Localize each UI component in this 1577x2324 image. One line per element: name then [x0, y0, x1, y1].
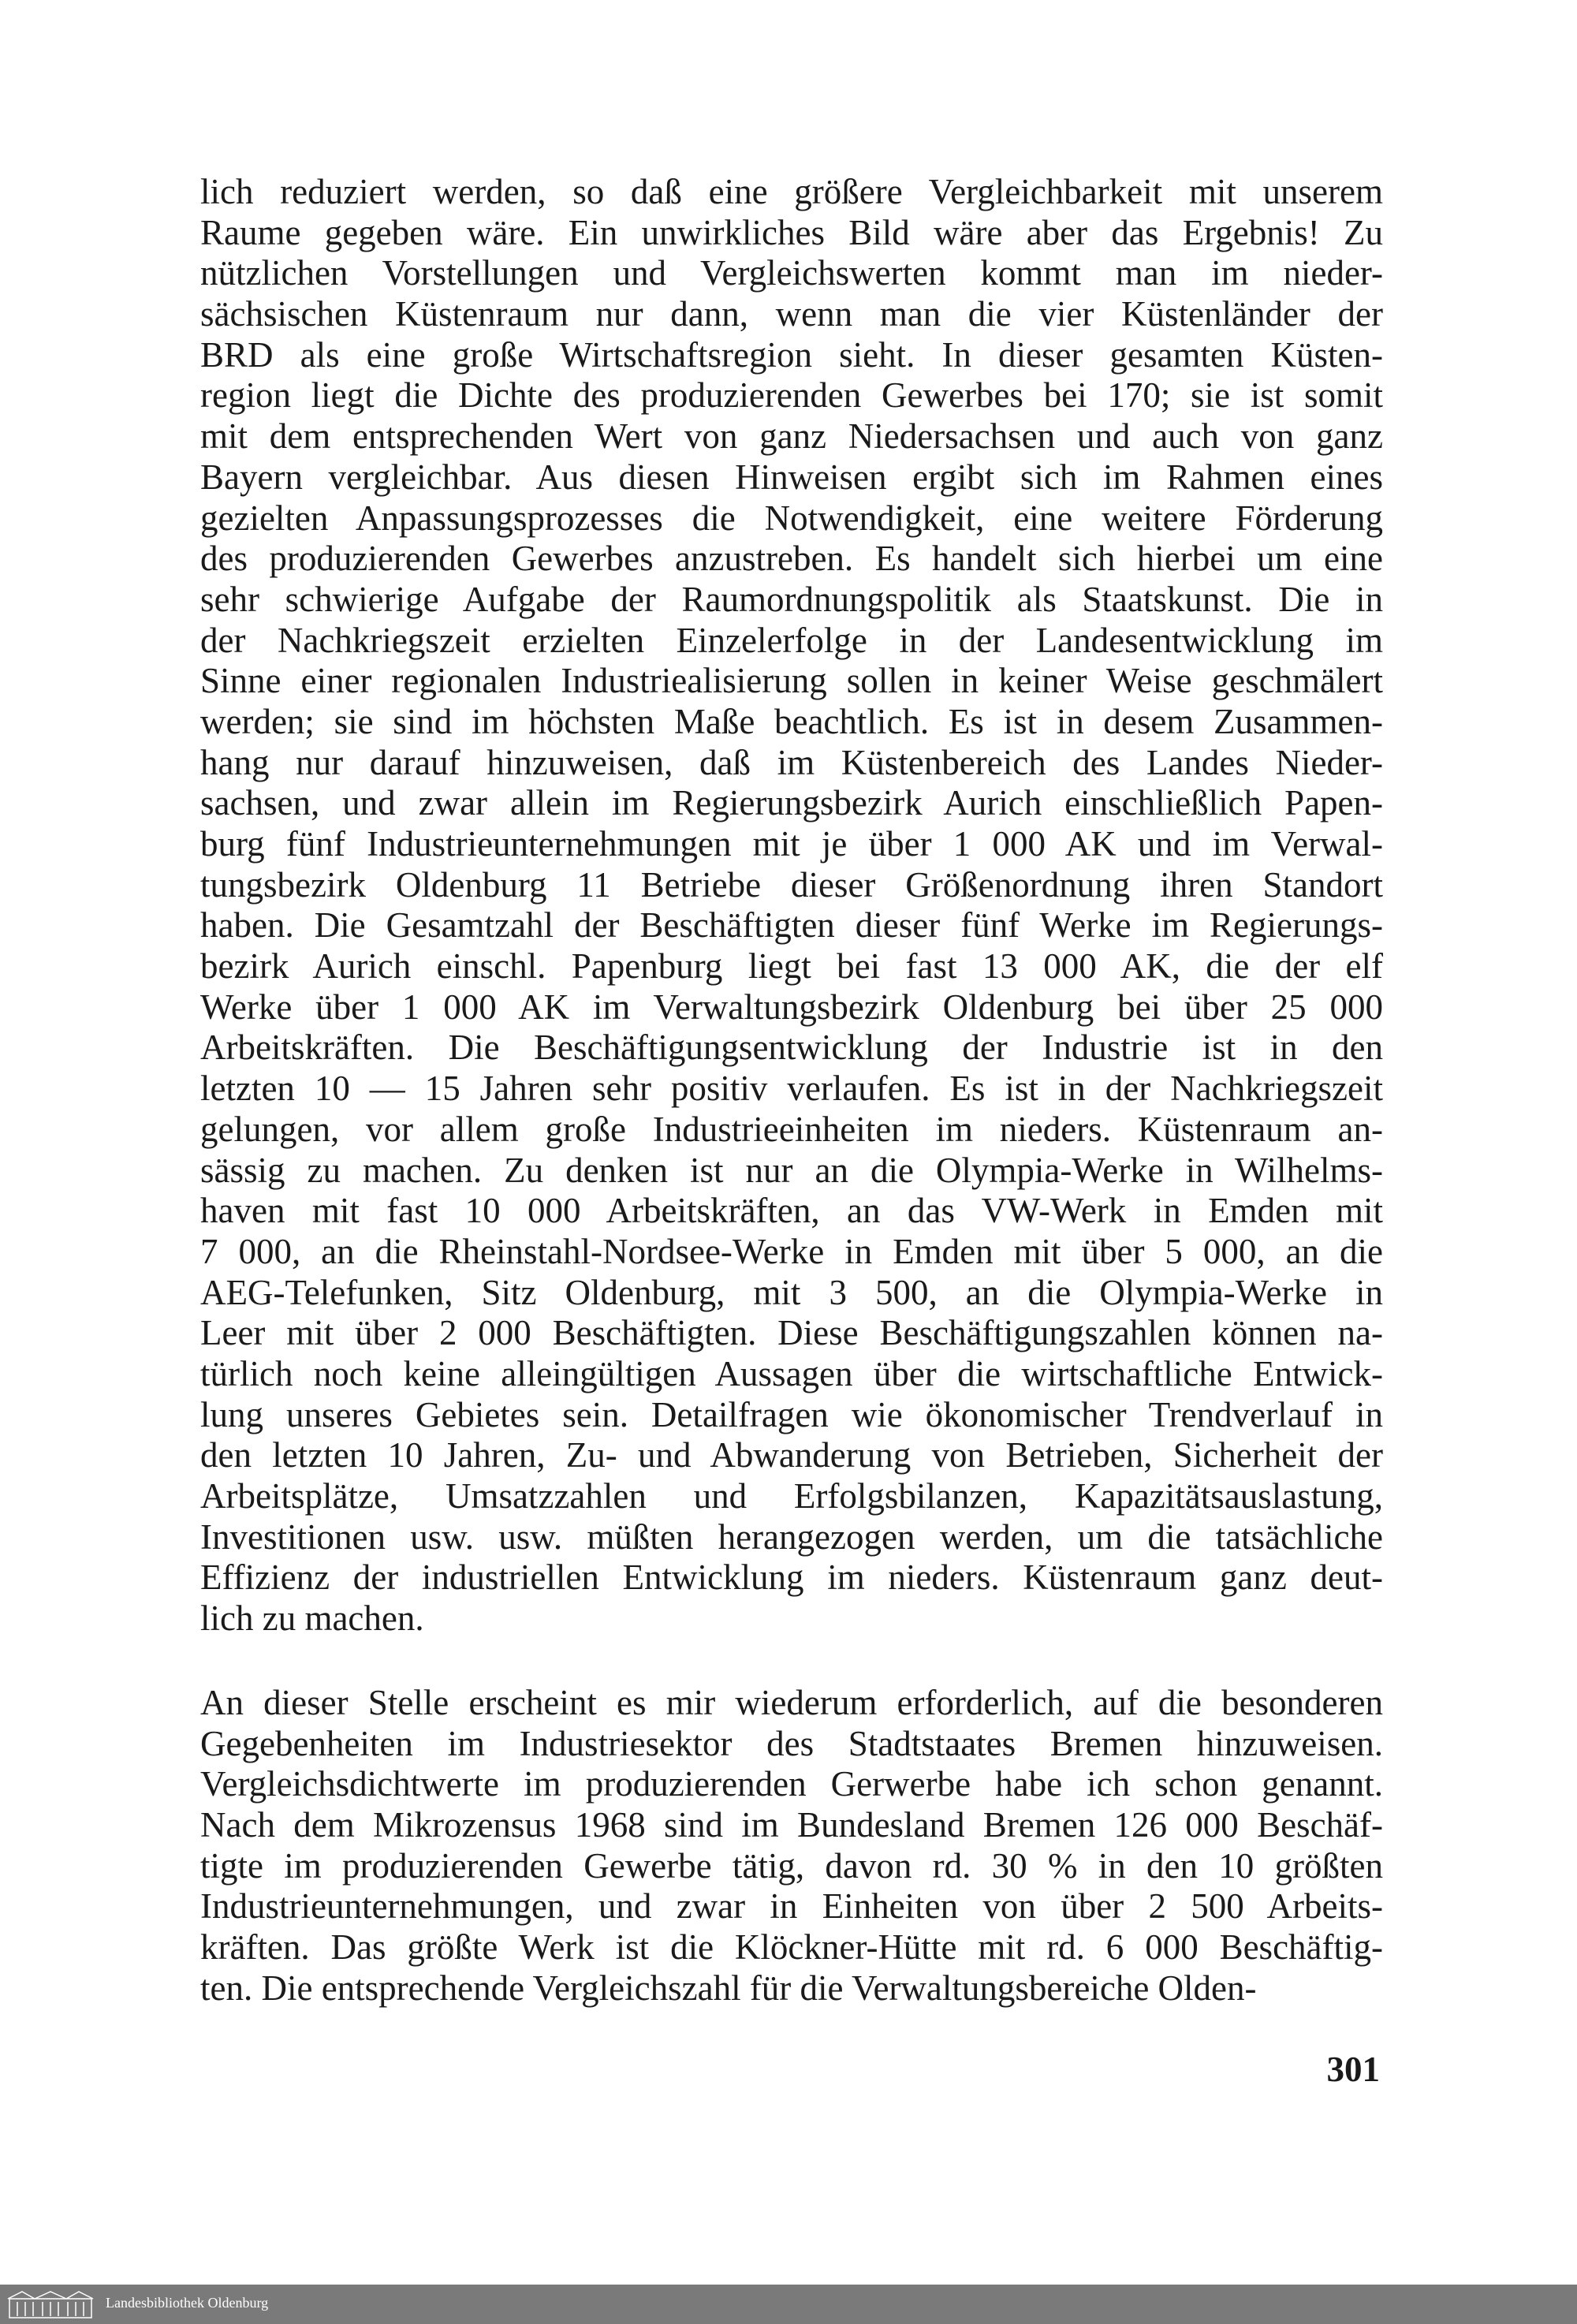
text-line: sachsen, und zwar allein im Regierungsbezirk Aurich einschließlich Papen- [200, 783, 1383, 823]
text-line: gezielten Anpassungsprozesses die Notwendigkeit, eine weitere Förderung [200, 498, 1383, 538]
text-line: gelungen, vor allem große Industrieeinheiten im nieders. Küstenraum an- [200, 1109, 1383, 1149]
text-line: Arbeitsplätze, Umsatzzahlen und Erfolgsbilanzen, Kapazitätsauslastung, [200, 1476, 1383, 1516]
text-line: sächsischen Küstenraum nur dann, wenn man die vier Küstenländer der [200, 294, 1383, 334]
text-line: den letzten 10 Jahren, Zu- und Abwanderung von Betrieben, Sicherheit der [200, 1435, 1383, 1475]
page-number: 301 [1326, 2050, 1380, 2089]
library-building-icon [6, 2289, 95, 2319]
text-line: haben. Die Gesamtzahl der Beschäftigten dieser fünf Werke im Regierungs- [200, 905, 1383, 946]
footer-bar [0, 2285, 1577, 2324]
text-line: werden; sie sind im höchsten Maße beachtlich. Es ist in desem Zusammen- [200, 701, 1383, 741]
text-line: Gegebenheiten im Industriesektor des Stadtstaates Bremen hinzuweisen. [200, 1723, 1383, 1763]
text-line: burg fünf Industrieunternehmungen mit je über 1 000 AK und im Verwal- [200, 824, 1383, 864]
text-line: lich reduziert werden, so daß eine größere Vergleichbarkeit mit unserem [200, 172, 1383, 211]
text-line: haven mit fast 10 000 Arbeitskräften, an das VW-Werk in Emden mit [200, 1191, 1383, 1231]
text-line: Investitionen usw. usw. müßten herangezogen werden, um die tatsächliche [200, 1516, 1383, 1557]
text-line: der Nachkriegszeit erzielten Einzelerfolge in der Landesentwicklung im [200, 620, 1383, 660]
text-line: Nach dem Mikrozensus 1968 sind im Bundesland Bremen 126 000 Beschäf- [200, 1805, 1383, 1845]
text-line: mit dem entsprechenden Wert von ganz Niedersachsen und auch von ganz [200, 416, 1383, 457]
text-line: sässig zu machen. Zu denken ist nur an die Olympia-Werke in Wilhelms- [200, 1150, 1383, 1190]
text-line: BRD als eine große Wirtschaftsregion sieht. In dieser gesamten Küsten- [200, 334, 1383, 375]
text-line: Industrieunternehmungen, und zwar in Einheiten von über 2 500 Arbeits- [200, 1886, 1383, 1927]
text-line: Werke über 1 000 AK im Verwaltungsbezirk Oldenburg bei über 25 000 [200, 987, 1383, 1027]
text-line: lung unseres Gebietes sein. Detailfragen wie ökonomischer Trendverlauf in [200, 1394, 1383, 1434]
text-line: Bayern vergleichbar. Aus diesen Hinweisen ergibt sich im Rahmen eines [200, 457, 1383, 497]
paragraph-1 [200, 172, 1383, 1639]
text-line: kräften. Das größte Werk ist die Klöckner-Hütte mit rd. 6 000 Beschäftig- [200, 1927, 1383, 1968]
text-line: 7 000, an die Rheinstahl-Nordsee-Werke in Emden mit über 5 000, an die [200, 1231, 1383, 1271]
text-line: hang nur darauf hinzuweisen, daß im Küstenbereich des Landes Nieder- [200, 742, 1383, 782]
text-line: Sinne einer regionalen Industriealisierung sollen in keiner Weise geschmälert [200, 661, 1383, 701]
text-line: lich zu machen. [200, 1598, 424, 1639]
text-line: ten. Die entsprechende Vergleichszahl für die Verwaltungsbereiche Olden- [200, 1968, 1257, 2008]
text-line: bezirk Aurich einschl. Papenburg liegt bei fast 13 000 AK, die der elf [200, 946, 1383, 987]
text-line: tungsbezirk Oldenburg 11 Betriebe dieser Größenordnung ihren Standort [200, 864, 1383, 905]
text-line: Effizienz der industriellen Entwicklung im nieders. Küstenraum ganz deut- [200, 1557, 1383, 1598]
text-line: Vergleichsdichtwerte im produzierenden Gerwerbe habe ich schon genannt. [200, 1764, 1383, 1804]
text-line: Arbeitskräften. Die Beschäftigungsentwicklung der Industrie ist in den [200, 1028, 1383, 1068]
footer-library-label: Landesbibliothek Oldenburg [106, 2295, 269, 2311]
text-line: türlich noch keine alleingültigen Aussagen über die wirtschaftliche Entwick- [200, 1353, 1383, 1393]
text-line: An dieser Stelle erscheint es mir wiederum erforderlich, auf die besonderen [200, 1683, 1383, 1722]
text-line: Leer mit über 2 000 Beschäftigten. Diese Beschäftigungszahlen können na- [200, 1313, 1383, 1353]
text-line: tigte im produzierenden Gewerbe tätig, davon rd. 30 % in den 10 größten [200, 1845, 1383, 1886]
text-line: des produzierenden Gewerbes anzustreben. Es handelt sich hierbei um eine [200, 539, 1383, 579]
text-line: nützlichen Vorstellungen und Vergleichswerten kommt man im nieder- [200, 253, 1383, 293]
text-line: Raume gegeben wäre. Ein unwirkliches Bild wäre aber das Ergebnis! Zu [200, 212, 1383, 252]
text-line: letzten 10 — 15 Jahren sehr positiv verlaufen. Es ist in der Nachkriegszeit [200, 1069, 1383, 1109]
text-line: sehr schwierige Aufgabe der Raumordnungspolitik als Staatskunst. Die in [200, 579, 1383, 619]
paragraph-2 [200, 1683, 1383, 2009]
text-line: AEG-Telefunken, Sitz Oldenburg, mit 3 500, an die Olympia-Werke in [200, 1272, 1383, 1312]
text-line: region liegt die Dichte des produzierenden Gewerbes bei 170; sie ist somit [200, 375, 1383, 416]
